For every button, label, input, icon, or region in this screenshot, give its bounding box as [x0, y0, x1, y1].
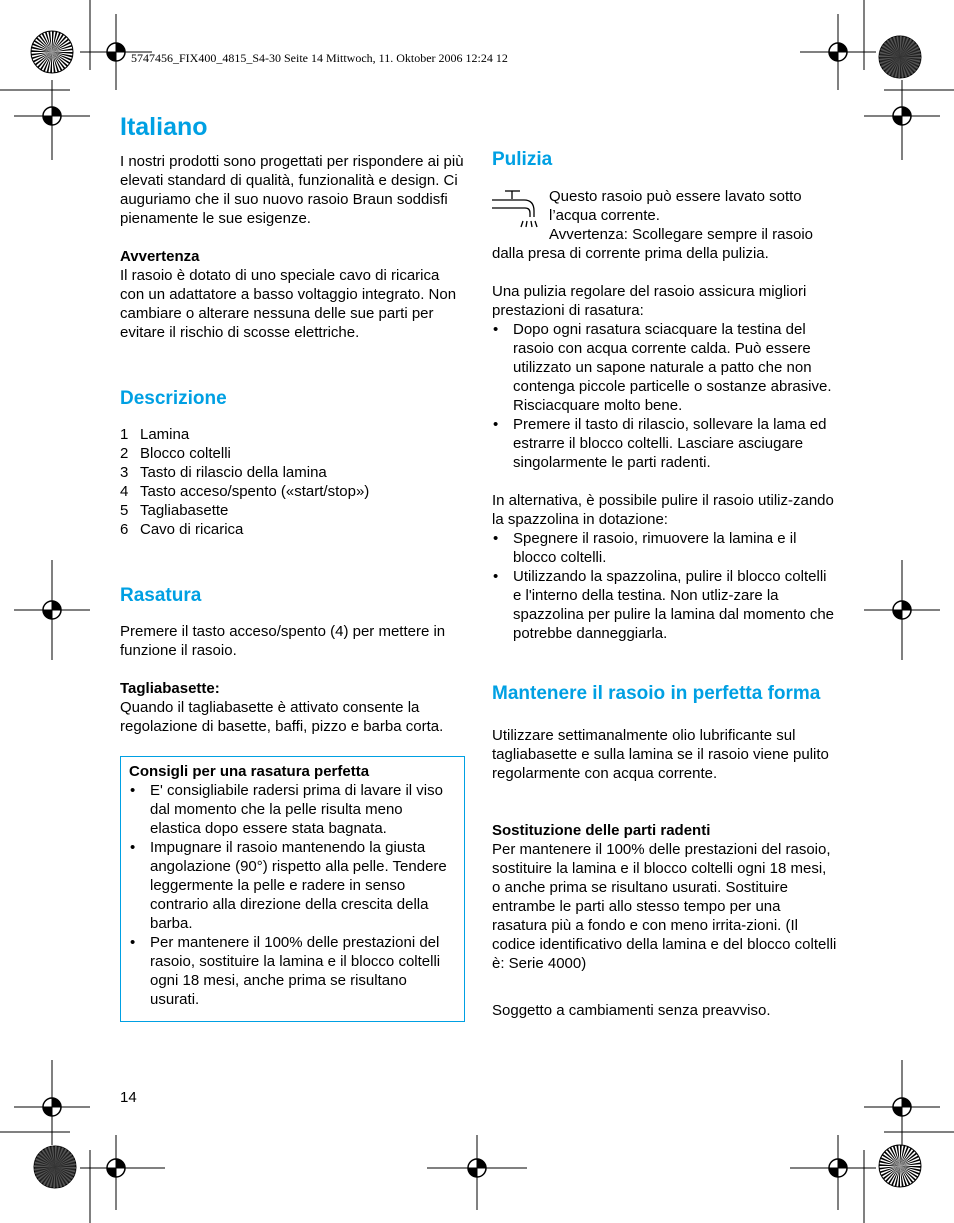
parts-list-item: 6 Cavo di ricarica — [120, 521, 244, 538]
tips-list-item: • E' consigliabile radersi prima di lavare il viso dal momento che la pelle risulta meno elastica dopo essere stata bagnata. — [129, 781, 454, 838]
cleaning-intro: Questo rasoio può essere lavato sotto l’acqua corrente. — [549, 188, 802, 224]
alternative-cleaning-paragraph: In alternativa, è possibile pulire il rasoio utiliz-zando la spazzolina in dotazione: — [492, 492, 834, 528]
replace-heading: Sostituzione delle parti radenti — [492, 822, 711, 839]
cleaning-warning: Avvertenza: Scollegare sempre il rasoio dalla presa di corrente prima della pulizia. — [492, 226, 814, 262]
alternative-cleaning-item: • Spegnere il rasoio, rimuovere la lamina e il blocco coltelli. — [492, 529, 837, 567]
alternative-cleaning-list — [492, 529, 837, 643]
replace-paragraph: Per mantenere il 100% delle prestazioni del rasoio, sostituire la lamina e il blocco coltelli ogni 18 mesi, o anche prima se risultano usurati. Sostituire entrambe le parti allo stesso tempo per una rasatura più a fondo e con meno irrita-zioni. (Il codice identificativo della lamina e del blocco coltelli è: Serie 4000) — [492, 841, 837, 972]
star-wheel-bottom-left — [34, 1146, 76, 1188]
trimmer-paragraph: Quando il tagliabasette è attivato consente la regolazione di basette, baffi, pizzo e barba corta. — [120, 699, 444, 735]
registration-target-bottom-right — [790, 1135, 876, 1210]
trimmer-heading: Tagliabasette: — [120, 680, 220, 697]
running-water-tap-icon — [492, 189, 538, 229]
parts-list-item: 2 Blocco coltelli — [120, 445, 231, 462]
print-slug-line: 5747456_FIX400_4815_S4-30 Seite 14 Mittwoch, 11. Oktober 2006 12:24 12 — [131, 51, 508, 65]
registration-target-left-middle — [14, 560, 90, 660]
warning-paragraph: Il rasoio è dotato di uno speciale cavo di ricarica con un adattatore a basso voltaggio integrato. Non cambiare o alterare nessuna delle sue parti per evitare il rischio di scosse elettriche. — [120, 267, 457, 341]
parts-list-item: 5 Tagliabasette — [120, 502, 229, 519]
registration-target-right-upper — [864, 80, 940, 160]
warning-heading: Avvertenza — [120, 248, 200, 265]
shaving-heading: Rasatura — [120, 585, 202, 606]
left-column — [120, 112, 465, 1022]
tips-list-item: • Impugnare il rasoio mantenendo la giusta angolazione (90°) rispetto alla pelle. Tendere leggermente la pelle e radere in senso contrario alla direzione della crescita della barba. — [129, 838, 454, 933]
maintain-heading: Mantenere il rasoio in perfetta forma — [492, 683, 821, 704]
right-column — [492, 148, 837, 1020]
registration-target-bottom-left — [80, 1135, 165, 1210]
intro-paragraph: I nostri prodotti sono progettati per rispondere ai più elevati standard di qualità, funzionalità e design. Ci auguriamo che il suo nuovo rasoio Braun soddisfi pienamente le sue esigenze. — [120, 153, 464, 227]
subject-to-change-note: Soggetto a cambiamenti senza preavviso. — [492, 1002, 771, 1019]
description-heading: Descrizione — [120, 388, 227, 409]
alternative-cleaning-item: • Utilizzando la spazzolina, pulire il blocco coltelli e l'interno della testina. Non utliz-zare la spazzolina per pulire la lamina dal momento che potrebbe danneggiarla. — [492, 567, 837, 643]
registration-target-bottom-center — [427, 1135, 527, 1210]
registration-target-top-right — [800, 14, 876, 90]
regular-cleaning-item: • Premere il tasto di rilascio, sollevare la lama ed estrarre il blocco coltelli. Lasciare asciugare singolarmente le parti radenti. — [492, 415, 837, 472]
regular-cleaning-item: • Dopo ogni rasatura sciacquare la testina del rasoio con acqua corrente calda. Può essere utilizzato un sapone naturale a patto che non contenga piccole particelle o sostanze abrasive. Risciacquare molto bene. — [492, 320, 837, 415]
registration-target-right-middle — [864, 560, 940, 660]
star-wheel-top-right — [879, 36, 921, 78]
shaving-paragraph: Premere il tasto acceso/spento (4) per mettere in funzione il rasoio. — [120, 623, 446, 659]
regular-cleaning-list — [492, 320, 837, 472]
parts-list-item: 4 Tasto acceso/spento («start/stop») — [120, 483, 370, 500]
tips-box — [120, 756, 465, 1022]
page-title: Italiano — [120, 113, 208, 141]
cleaning-intro-block — [492, 187, 837, 225]
parts-list — [120, 425, 465, 539]
maintain-paragraph: Utilizzare settimanalmente olio lubrificante sul tagliabasette e sulla lamina se il rasoio viene pulito regolarmente con acqua corrente. — [492, 727, 829, 782]
star-wheel-top-left — [31, 31, 73, 73]
tips-heading: Consigli per una rasatura perfetta — [129, 763, 370, 780]
page-number: 14 — [120, 1089, 137, 1106]
tips-list — [129, 781, 454, 1009]
registration-target-left-upper — [14, 80, 90, 160]
parts-list-item: 3 Tasto di rilascio della lamina — [120, 464, 327, 481]
cleaning-heading: Pulizia — [492, 149, 553, 170]
tips-list-item: • Per mantenere il 100% delle prestazioni del rasoio, sostituire la lamina e il blocco coltelli ogni 18 mesi, anche prima se risultano usurati. — [129, 933, 454, 1009]
regular-cleaning-paragraph: Una pulizia regolare del rasoio assicura migliori prestazioni di rasatura: — [492, 283, 807, 319]
parts-list-item: 1 Lamina — [120, 426, 190, 443]
star-wheel-bottom-right — [879, 1145, 921, 1187]
